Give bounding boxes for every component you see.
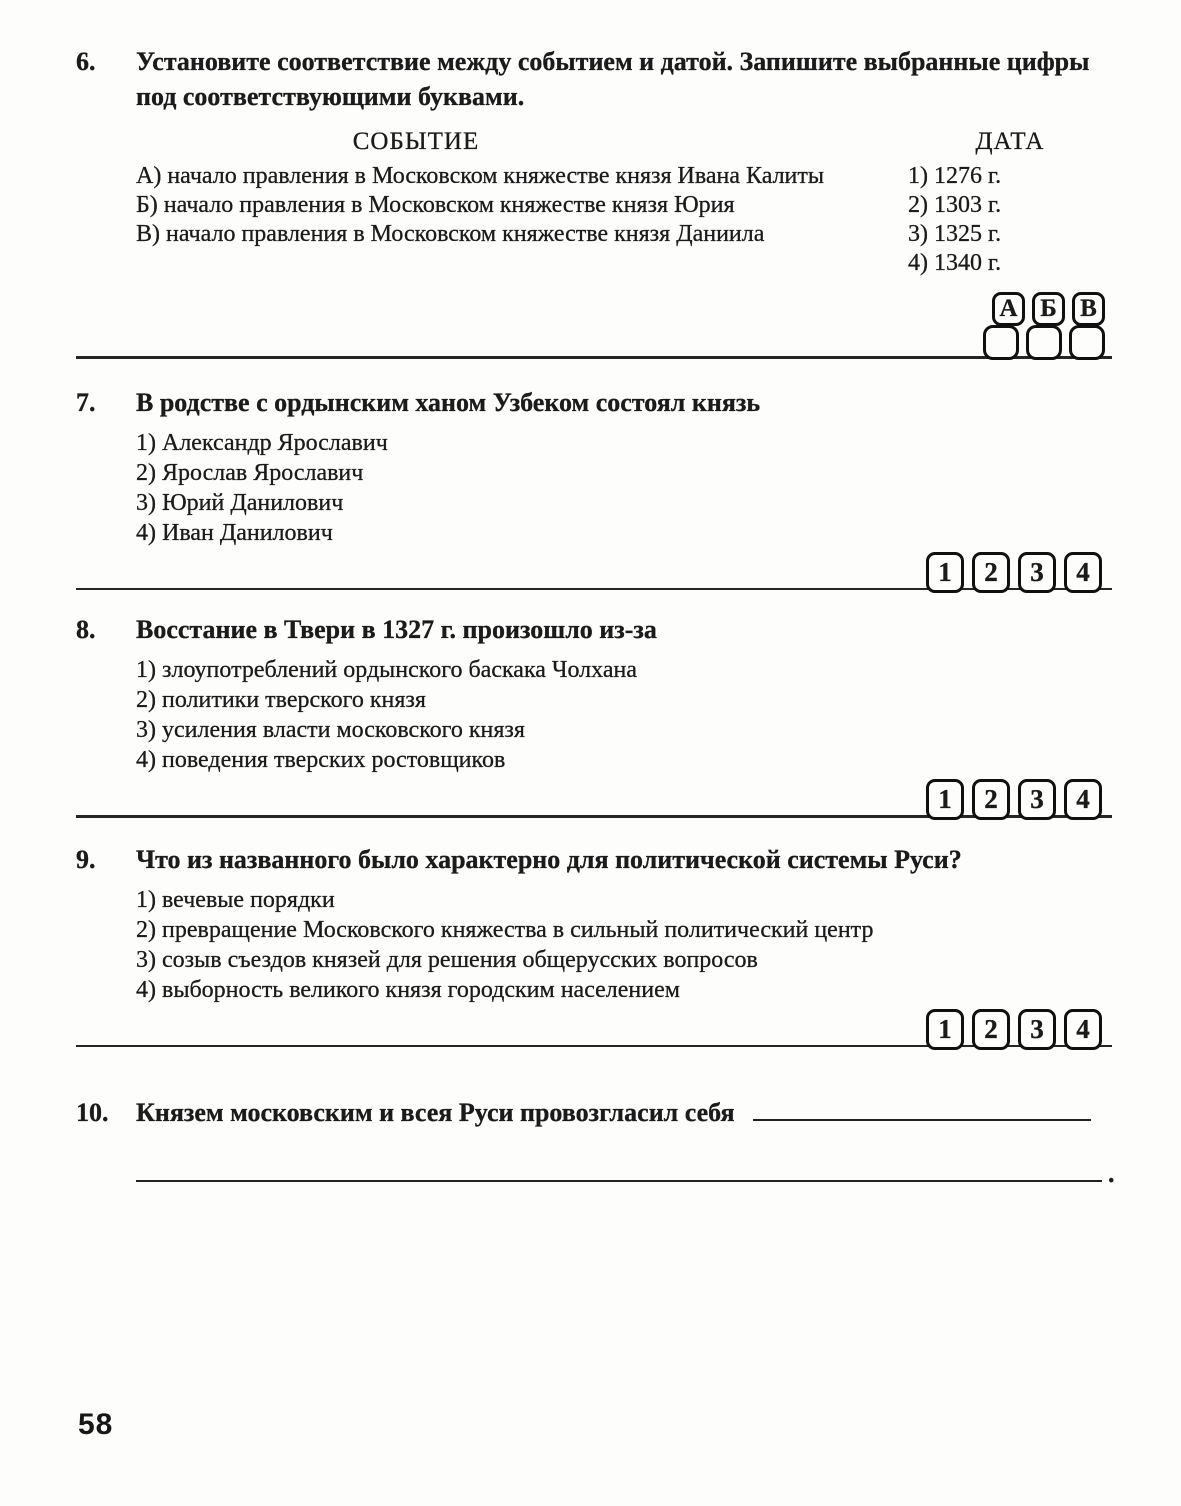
date-item: 3) 1325 г. bbox=[908, 221, 1002, 247]
fill-in-blank-line-1[interactable] bbox=[753, 1095, 1091, 1121]
question-9-head bbox=[76, 842, 1112, 877]
event-label: В) bbox=[136, 221, 160, 247]
answer-digit-box-1[interactable]: 1 bbox=[926, 1009, 964, 1050]
options-list bbox=[136, 428, 1112, 548]
fill-in-blank-line-2[interactable] bbox=[136, 1156, 1102, 1182]
option-item: 4) Иван Данилович bbox=[136, 519, 333, 546]
stem-line-2: под соответствующими буквами. bbox=[136, 82, 525, 111]
question-10-head bbox=[76, 1095, 1112, 1130]
question-number: 9. bbox=[76, 844, 96, 874]
answer-digit-box-2[interactable]: 2 bbox=[972, 552, 1010, 593]
question-number: 10. bbox=[76, 1098, 109, 1127]
event-text: начало правления в Московском княжестве князя Ивана Калиты bbox=[167, 163, 825, 189]
question-7-answer-area bbox=[76, 552, 1102, 593]
question-6-answer-area bbox=[76, 292, 1112, 360]
question-stem: Восстание в Твери в 1327 г. произошло из-за bbox=[136, 615, 657, 644]
answer-letter-box-b: Б bbox=[1032, 292, 1065, 326]
answer-digit-box-1[interactable]: 1 bbox=[926, 552, 964, 593]
question-stem bbox=[136, 44, 1112, 114]
option-item: 3) усиления власти московского князя bbox=[136, 717, 525, 743]
date-column bbox=[908, 126, 1112, 278]
question-number: 7. bbox=[76, 387, 96, 417]
option-item: 1) вечевые порядки bbox=[136, 886, 335, 913]
answer-digit-box-4[interactable]: 4 bbox=[1064, 1009, 1102, 1050]
option-item: 2) Ярослав Ярославич bbox=[136, 459, 364, 486]
answer-empty-box-b[interactable] bbox=[1026, 325, 1062, 360]
question-10-line2 bbox=[136, 1156, 1115, 1189]
answer-empty-box-v[interactable] bbox=[1069, 325, 1105, 360]
event-row bbox=[136, 162, 908, 191]
date-item: 1) 1276 г. bbox=[908, 163, 1002, 189]
question-6 bbox=[76, 44, 1112, 359]
answer-digit-box-2[interactable]: 2 bbox=[972, 1009, 1010, 1050]
answer-empty-box-a[interactable] bbox=[983, 325, 1019, 360]
stem-line-1: Установите соответствие между событием и датой. Запишите выбранные цифры bbox=[136, 47, 1090, 76]
event-column bbox=[136, 126, 908, 278]
options-list bbox=[136, 885, 1112, 1005]
question-stem: В родстве с ордынским ханом Узбеком состоял князь bbox=[136, 387, 761, 417]
option-item: 3) Юрий Данилович bbox=[136, 489, 344, 516]
answer-digit-box-3[interactable]: 3 bbox=[1018, 552, 1056, 593]
question-stem: Что из названного было характерно для политической системы Руси? bbox=[136, 844, 962, 874]
date-column-header: ДАТА bbox=[975, 128, 1045, 155]
answer-digit-box-4[interactable]: 4 bbox=[1064, 552, 1102, 593]
answer-digit-box-3[interactable]: 3 bbox=[1018, 779, 1056, 820]
page-number: 58 bbox=[78, 1408, 114, 1441]
event-column-header: СОБЫТИЕ bbox=[352, 128, 480, 155]
answer-grid bbox=[76, 292, 1105, 360]
option-item: 3) созыв съездов князей для решения общерусских вопросов bbox=[136, 946, 758, 973]
question-9-answer-area bbox=[76, 1009, 1102, 1050]
answer-letter-row bbox=[992, 292, 1105, 326]
question-10 bbox=[76, 1095, 1115, 1189]
date-item: 4) 1340 г. bbox=[908, 250, 1002, 276]
date-item: 2) 1303 г. bbox=[908, 192, 1002, 218]
question-8 bbox=[76, 612, 1112, 818]
answer-digit-box-3[interactable]: 3 bbox=[1018, 1009, 1056, 1050]
question-7-head bbox=[76, 385, 1112, 420]
answer-letter-box-v: В bbox=[1072, 292, 1105, 326]
question-8-answer-area bbox=[76, 779, 1102, 820]
question-6-head bbox=[76, 44, 1112, 114]
question-number: 6. bbox=[76, 47, 96, 76]
option-item: 1) злоупотреблений ордынского баскака Чолхана bbox=[136, 657, 637, 683]
event-text: начало правления в Московском княжестве князя Юрия bbox=[163, 192, 735, 218]
answer-digit-box-2[interactable]: 2 bbox=[972, 779, 1010, 820]
match-table bbox=[136, 126, 1112, 278]
question-stem-wrap bbox=[136, 1095, 1112, 1130]
question-number: 8. bbox=[76, 615, 96, 644]
option-item: 4) поведения тверских ростовщиков bbox=[136, 747, 506, 773]
option-item: 1) Александр Ярославич bbox=[136, 429, 388, 456]
question-7 bbox=[76, 385, 1112, 591]
answer-input-row bbox=[983, 326, 1105, 360]
event-label: А) bbox=[136, 163, 162, 189]
event-label: Б) bbox=[136, 192, 158, 218]
sentence-period: . bbox=[1108, 1159, 1115, 1188]
answer-letter-box-a: А bbox=[992, 292, 1025, 326]
answer-digit-box-1[interactable]: 1 bbox=[926, 779, 964, 820]
option-item: 2) политики тверского князя bbox=[136, 687, 426, 713]
option-item: 4) выборность великого князя городским населением bbox=[136, 976, 680, 1003]
question-8-head bbox=[76, 612, 1112, 647]
question-stem: Князем московским и всея Руси провозгласил себя bbox=[136, 1098, 735, 1127]
event-row bbox=[136, 220, 908, 249]
answer-digit-box-4[interactable]: 4 bbox=[1064, 779, 1102, 820]
option-item: 2) превращение Московского княжества в сильный политический центр bbox=[136, 916, 874, 943]
event-row bbox=[136, 191, 908, 220]
options-list bbox=[136, 655, 1112, 775]
question-9 bbox=[76, 842, 1112, 1048]
event-text: начало правления в Московском княжестве князя Даниила bbox=[166, 221, 765, 247]
